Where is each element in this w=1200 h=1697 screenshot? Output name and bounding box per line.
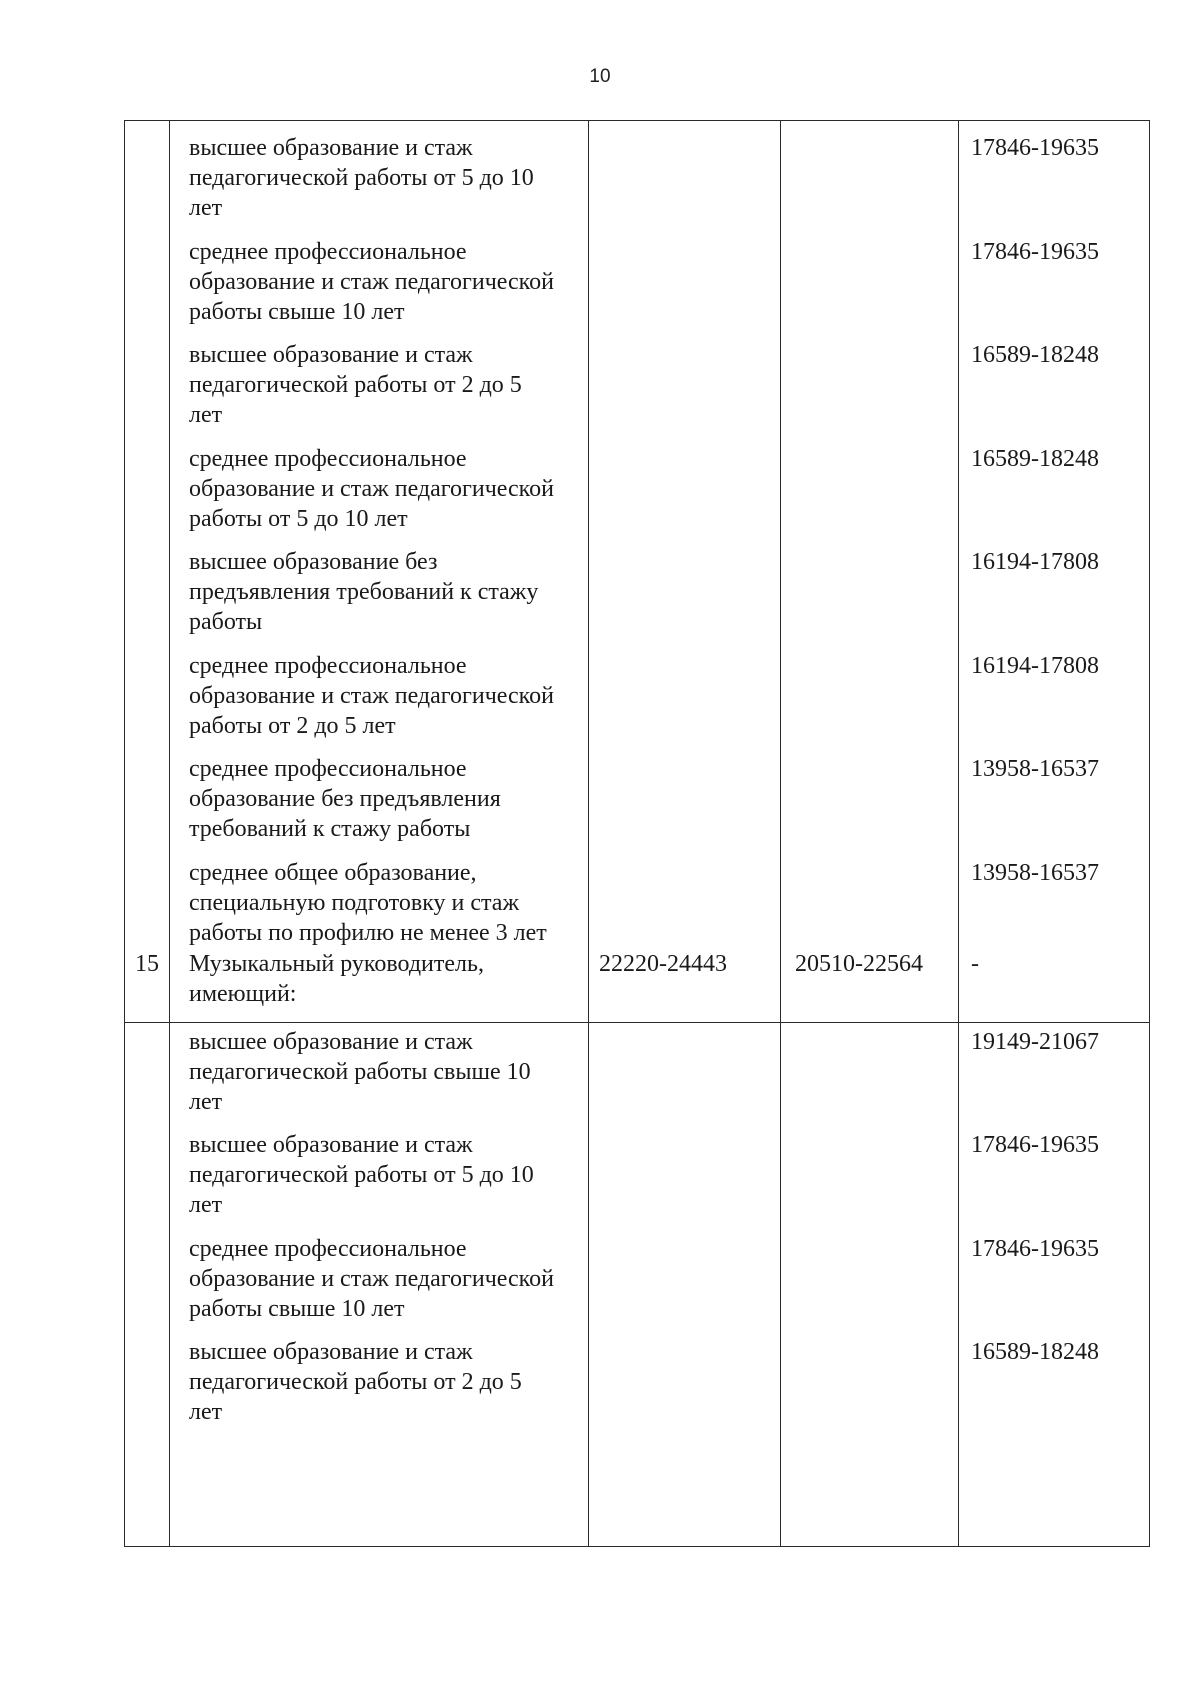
qualification-text: высшее образование и стаж педагогической работы от 5 до 10 лет (189, 1132, 534, 1218)
row-number: 15 (135, 951, 159, 977)
salary-range: 17846-19635 (971, 1132, 1099, 1158)
salary-range: 19149-21067 (971, 1029, 1099, 1055)
position-title: Музыкальный руководитель, имеющий: (189, 951, 484, 1007)
salary-range: 13958-16537 (971, 756, 1099, 782)
salary-range: 13958-16537 (971, 860, 1099, 886)
qualification-text: среднее профессиональное образование без предъявления требований к стажу работы (189, 756, 501, 842)
salary-range: 17846-19635 (971, 239, 1099, 265)
salary-range-col-3: - (971, 951, 979, 977)
qualification-text: высшее образование и стаж педагогической работы от 5 до 10 лет (189, 135, 534, 221)
qualification-text: высшее образование и стаж педагогической работы свыше 10 лет (189, 1029, 531, 1115)
salary-range: 16589-18248 (971, 446, 1099, 472)
salary-range: 17846-19635 (971, 1236, 1099, 1262)
column-divider (169, 121, 170, 1546)
qualification-text: высшее образование без предъявления требований к стажу работы (189, 549, 539, 635)
qualification-text: среднее профессиональное образование и стаж педагогической работы свыше 10 лет (189, 239, 554, 325)
page-number: 10 (589, 66, 611, 87)
salary-range: 16194-17808 (971, 549, 1099, 575)
salary-range: 16194-17808 (971, 653, 1099, 679)
column-divider (780, 121, 781, 1546)
salary-range: 17846-19635 (971, 135, 1099, 161)
qualification-text: высшее образование и стаж педагогической работы от 2 до 5 лет (189, 1339, 522, 1425)
qualification-text: среднее профессиональное образование и стаж педагогической работы свыше 10 лет (189, 1236, 554, 1322)
column-divider (958, 121, 959, 1546)
salary-range-col-1: 22220-24443 (599, 951, 727, 977)
qualification-text: среднее профессиональное образование и стаж педагогической работы от 2 до 5 лет (189, 653, 554, 739)
salary-table (124, 120, 1150, 1547)
salary-range: 16589-18248 (971, 1339, 1099, 1365)
row-divider (125, 1022, 1149, 1023)
qualification-text: среднее профессиональное образование и стаж педагогической работы от 5 до 10 лет (189, 446, 554, 532)
salary-range: 16589-18248 (971, 342, 1099, 368)
qualification-text: среднее общее образование, специальную подготовку и стаж работы по профилю не менее 3 лет (189, 860, 547, 946)
qualification-text: высшее образование и стаж педагогической работы от 2 до 5 лет (189, 342, 522, 428)
salary-range-col-2: 20510-22564 (795, 951, 923, 977)
